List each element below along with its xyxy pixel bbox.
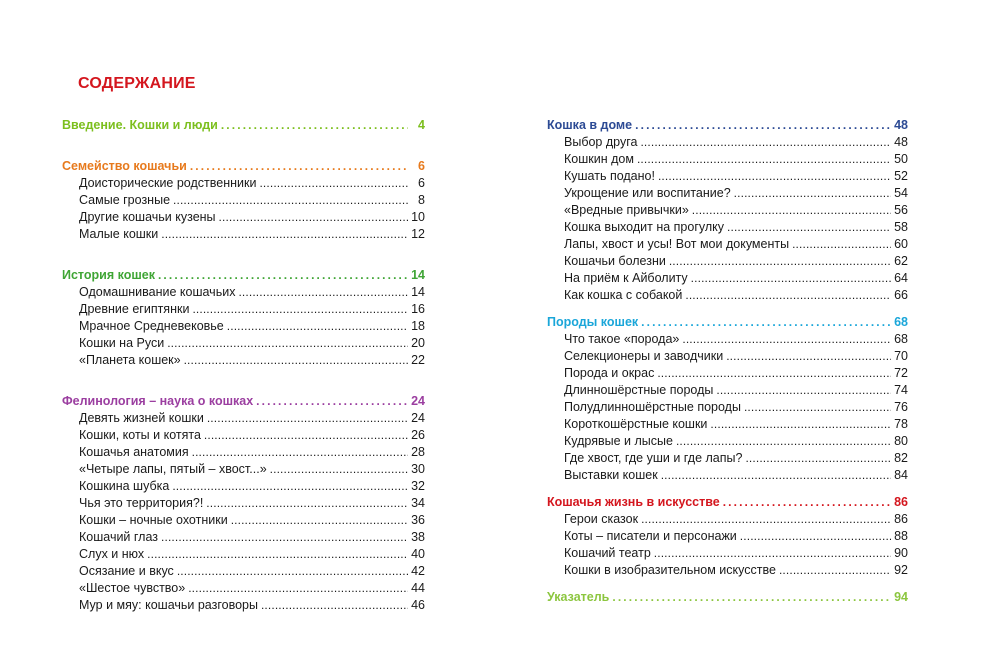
page-number: 86 — [894, 512, 908, 526]
toc-section — [62, 393, 425, 614]
toc-entry[interactable] — [62, 597, 425, 614]
dot-leader — [792, 236, 891, 253]
dot-leader — [231, 512, 408, 529]
dot-leader — [723, 494, 891, 511]
entry-title: Короткошёрстные кошки — [564, 417, 708, 431]
toc-entry[interactable] — [547, 528, 908, 545]
entry-title: Другие кошачьи кузены — [79, 210, 216, 224]
entry-title: Полудлинношёрстные породы — [564, 400, 741, 414]
dot-leader — [221, 117, 408, 134]
toc-entry[interactable] — [62, 335, 425, 352]
dot-leader — [172, 478, 408, 495]
entry-title: Одомашнивание кошачьих — [79, 285, 236, 299]
page-number: 32 — [411, 479, 425, 493]
page-number: 48 — [894, 135, 908, 149]
dot-leader — [641, 511, 891, 528]
entry-title: «Планета кошек» — [79, 353, 181, 367]
entry-title: Кошки, коты и котята — [79, 428, 201, 442]
page-number: 14 — [411, 268, 425, 282]
toc-entry[interactable] — [62, 192, 425, 209]
toc-section-heading[interactable] — [547, 314, 908, 331]
page-number: 48 — [894, 118, 908, 132]
page-number: 80 — [894, 434, 908, 448]
toc-entry[interactable] — [547, 450, 908, 467]
toc-entry[interactable] — [62, 427, 425, 444]
toc-entry[interactable] — [62, 461, 425, 478]
toc-section-heading[interactable] — [62, 267, 425, 284]
entry-title: «Шестое чувство» — [79, 581, 186, 595]
dot-leader — [669, 253, 891, 270]
toc-entry[interactable] — [547, 134, 908, 151]
toc-entry[interactable] — [547, 270, 908, 287]
dot-leader — [691, 270, 891, 287]
section-title: Породы кошек — [547, 315, 639, 329]
dot-leader — [188, 580, 408, 597]
page-number: 70 — [894, 349, 908, 363]
entry-title: Мрачное Средневековье — [79, 319, 224, 333]
dot-leader — [676, 433, 891, 450]
dot-leader — [654, 545, 891, 562]
page-number: 62 — [894, 254, 908, 268]
dot-leader — [270, 461, 408, 478]
page-number: 40 — [411, 547, 425, 561]
toc-section-heading[interactable] — [547, 117, 908, 134]
dot-leader — [147, 546, 408, 563]
toc-entry[interactable] — [547, 287, 908, 304]
dot-leader — [637, 151, 891, 168]
toc-section — [62, 117, 425, 134]
toc-entry[interactable] — [547, 331, 908, 348]
toc-entry[interactable] — [547, 168, 908, 185]
entry-title: Выставки кошек — [564, 468, 658, 482]
page-number: 26 — [411, 428, 425, 442]
page-number: 52 — [894, 169, 908, 183]
toc-entry[interactable] — [62, 284, 425, 301]
toc-section — [547, 314, 908, 484]
entry-title: Что такое «порода» — [564, 332, 680, 346]
page-number: 84 — [894, 468, 908, 482]
entry-title: На приём к Айболиту — [564, 271, 688, 285]
dot-leader — [206, 495, 408, 512]
toc-entry[interactable] — [62, 175, 425, 192]
page-number: 94 — [894, 590, 908, 604]
toc-entry[interactable] — [547, 467, 908, 484]
toc-entry[interactable] — [547, 202, 908, 219]
dot-leader — [740, 528, 891, 545]
dot-leader — [207, 410, 408, 427]
dot-leader — [779, 562, 891, 579]
entry-title: Древние египтянки — [79, 302, 190, 316]
page-number: 14 — [411, 285, 425, 299]
toc-entry[interactable] — [62, 512, 425, 529]
toc-entry[interactable] — [62, 529, 425, 546]
toc-entry[interactable] — [547, 151, 908, 168]
page-number: 76 — [894, 400, 908, 414]
page-number: 86 — [894, 495, 908, 509]
entry-title: Порода и окрас — [564, 366, 655, 380]
entry-title: Где хвост, где уши и где лапы? — [564, 451, 743, 465]
entry-title: Доисторические родственники — [79, 176, 257, 190]
page-number: 12 — [411, 227, 425, 241]
entry-title: Кушать подано! — [564, 169, 655, 183]
page-number: 10 — [411, 210, 425, 224]
entry-title: Выбор друга — [564, 135, 638, 149]
section-title: История кошек — [62, 268, 155, 282]
toc-entry[interactable] — [62, 563, 425, 580]
dot-leader — [204, 427, 408, 444]
entry-title: Слух и нюх — [79, 547, 145, 561]
page-number: 64 — [894, 271, 908, 285]
toc-section — [547, 589, 908, 606]
dot-leader — [734, 185, 891, 202]
entry-title: Кудрявые и лысые — [564, 434, 673, 448]
toc-entry[interactable] — [62, 301, 425, 318]
section-title: Кошка в доме — [547, 118, 633, 132]
dot-leader — [256, 393, 408, 410]
toc-entry[interactable] — [547, 236, 908, 253]
dot-leader — [692, 202, 891, 219]
page-number: 34 — [411, 496, 425, 510]
entry-title: Кошки в изобразительном искусстве — [564, 563, 776, 577]
toc-entry[interactable] — [547, 545, 908, 562]
toc-entry[interactable] — [547, 348, 908, 365]
toc-entry[interactable] — [62, 318, 425, 335]
entry-title: Кошка выходит на прогулку — [564, 220, 725, 234]
page-number: 78 — [894, 417, 908, 431]
page-title: СОДЕРЖАНИЕ — [78, 75, 196, 92]
toc-entry[interactable] — [547, 562, 908, 579]
dot-leader — [238, 284, 408, 301]
page-number: 4 — [418, 118, 425, 132]
dot-leader — [184, 352, 408, 369]
entry-title: Мур и мяу: кошачьи разговоры — [79, 598, 258, 612]
entry-title: Как кошка с собакой — [564, 288, 683, 302]
dot-leader — [658, 168, 891, 185]
toc-entry[interactable] — [547, 185, 908, 202]
entry-title: Кошкина шубка — [79, 479, 170, 493]
toc-entry[interactable] — [62, 352, 425, 369]
entry-title: Осязание и вкус — [79, 564, 174, 578]
page-number: 42 — [411, 564, 425, 578]
dot-leader — [657, 365, 891, 382]
dot-leader — [261, 597, 408, 614]
page-number: 44 — [411, 581, 425, 595]
dot-leader — [726, 348, 891, 365]
toc-section — [547, 494, 908, 579]
toc-entry[interactable] — [62, 495, 425, 512]
section-title: Введение. Кошки и люди — [62, 118, 218, 132]
dot-leader — [641, 314, 891, 331]
entry-title: Девять жизней кошки — [79, 411, 204, 425]
toc-entry[interactable] — [547, 253, 908, 270]
page-number: 74 — [894, 383, 908, 397]
toc-entry[interactable] — [62, 478, 425, 495]
entry-title: Кошачий глаз — [79, 530, 159, 544]
dot-leader — [727, 219, 891, 236]
dot-leader — [177, 563, 408, 580]
entry-title: Кошачья анатомия — [79, 445, 189, 459]
page-number: 66 — [894, 288, 908, 302]
toc-section-heading[interactable] — [547, 589, 908, 606]
dot-leader — [640, 134, 891, 151]
toc-entry[interactable] — [62, 226, 425, 243]
toc-entry[interactable] — [547, 365, 908, 382]
dot-leader — [745, 450, 891, 467]
toc-right-column — [547, 117, 908, 606]
dot-leader — [167, 335, 408, 352]
page-number: 92 — [894, 563, 908, 577]
page-number: 30 — [411, 462, 425, 476]
page-number: 6 — [418, 176, 425, 190]
toc-section — [62, 267, 425, 369]
toc-entry[interactable] — [547, 382, 908, 399]
section-title: Кошачья жизнь в искусстве — [547, 495, 720, 509]
page-number: 72 — [894, 366, 908, 380]
entry-title: Кошачьи болезни — [564, 254, 666, 268]
toc-entry[interactable] — [547, 219, 908, 236]
page-number: 58 — [894, 220, 908, 234]
dot-leader — [173, 192, 408, 209]
entry-title: Кошачий театр — [564, 546, 651, 560]
dot-leader — [158, 267, 408, 284]
page-number: 24 — [411, 411, 425, 425]
toc-entry[interactable] — [547, 433, 908, 450]
page-number: 24 — [411, 394, 425, 408]
toc-section-heading[interactable] — [62, 393, 425, 410]
dot-leader — [219, 209, 408, 226]
toc-entry[interactable] — [62, 444, 425, 461]
section-title: Указатель — [547, 590, 610, 604]
entry-title: Герои сказок — [564, 512, 639, 526]
toc-entry[interactable] — [62, 410, 425, 427]
page-number: 28 — [411, 445, 425, 459]
entry-title: Кошкин дом — [564, 152, 634, 166]
toc-section — [547, 117, 908, 304]
section-title: Семейство кошачьи — [62, 159, 187, 173]
entry-title: Малые кошки — [79, 227, 159, 241]
toc-entry[interactable] — [62, 209, 425, 226]
page-number: 82 — [894, 451, 908, 465]
page-number: 54 — [894, 186, 908, 200]
toc-entry[interactable] — [62, 546, 425, 563]
page-number: 6 — [418, 159, 425, 173]
page-number: 88 — [894, 529, 908, 543]
page-number: 36 — [411, 513, 425, 527]
toc-section — [62, 158, 425, 243]
dot-leader — [259, 175, 408, 192]
dot-leader — [682, 331, 891, 348]
entry-title: Кошки – ночные охотники — [79, 513, 228, 527]
page-number: 60 — [894, 237, 908, 251]
dot-leader — [227, 318, 408, 335]
page-number: 56 — [894, 203, 908, 217]
entry-title: Коты – писатели и персонажи — [564, 529, 737, 543]
entry-title: Самые грозные — [79, 193, 171, 207]
entry-title: Длинношёрстные породы — [564, 383, 714, 397]
entry-title: «Вредные привычки» — [564, 203, 689, 217]
toc-entry[interactable] — [62, 580, 425, 597]
page-number: 46 — [411, 598, 425, 612]
entry-title: «Четыре лапы, пятый – хвост...» — [79, 462, 267, 476]
toc-section-heading[interactable] — [62, 117, 425, 134]
page-number: 68 — [894, 332, 908, 346]
dot-leader — [710, 416, 891, 433]
toc-section-heading[interactable] — [547, 494, 908, 511]
section-title: Фелинология – наука о кошках — [62, 394, 254, 408]
page-number: 68 — [894, 315, 908, 329]
dot-leader — [612, 589, 891, 606]
dot-leader — [661, 467, 891, 484]
toc-entry[interactable] — [547, 511, 908, 528]
page-number: 16 — [411, 302, 425, 316]
page-number: 18 — [411, 319, 425, 333]
dot-leader — [716, 382, 891, 399]
dot-leader — [190, 158, 408, 175]
page-number: 20 — [411, 336, 425, 350]
dot-leader — [192, 301, 408, 318]
dot-leader — [635, 117, 891, 134]
entry-title: Лапы, хвост и усы! Вот мои документы — [564, 237, 790, 251]
page-number: 90 — [894, 546, 908, 560]
dot-leader — [161, 529, 408, 546]
dot-leader — [192, 444, 408, 461]
page-number: 50 — [894, 152, 908, 166]
toc-left-column — [62, 117, 425, 614]
dot-leader — [161, 226, 408, 243]
page-number: 8 — [418, 193, 425, 207]
page-number: 38 — [411, 530, 425, 544]
toc-section-heading[interactable] — [62, 158, 425, 175]
entry-title: Селекционеры и заводчики — [564, 349, 724, 363]
toc-entry[interactable] — [547, 416, 908, 433]
toc-entry[interactable] — [547, 399, 908, 416]
page-number: 22 — [411, 353, 425, 367]
entry-title: Кошки на Руси — [79, 336, 165, 350]
dot-leader — [685, 287, 891, 304]
entry-title: Укрощение или воспитание? — [564, 186, 731, 200]
dot-leader — [744, 399, 891, 416]
entry-title: Чья это территория?! — [79, 496, 204, 510]
